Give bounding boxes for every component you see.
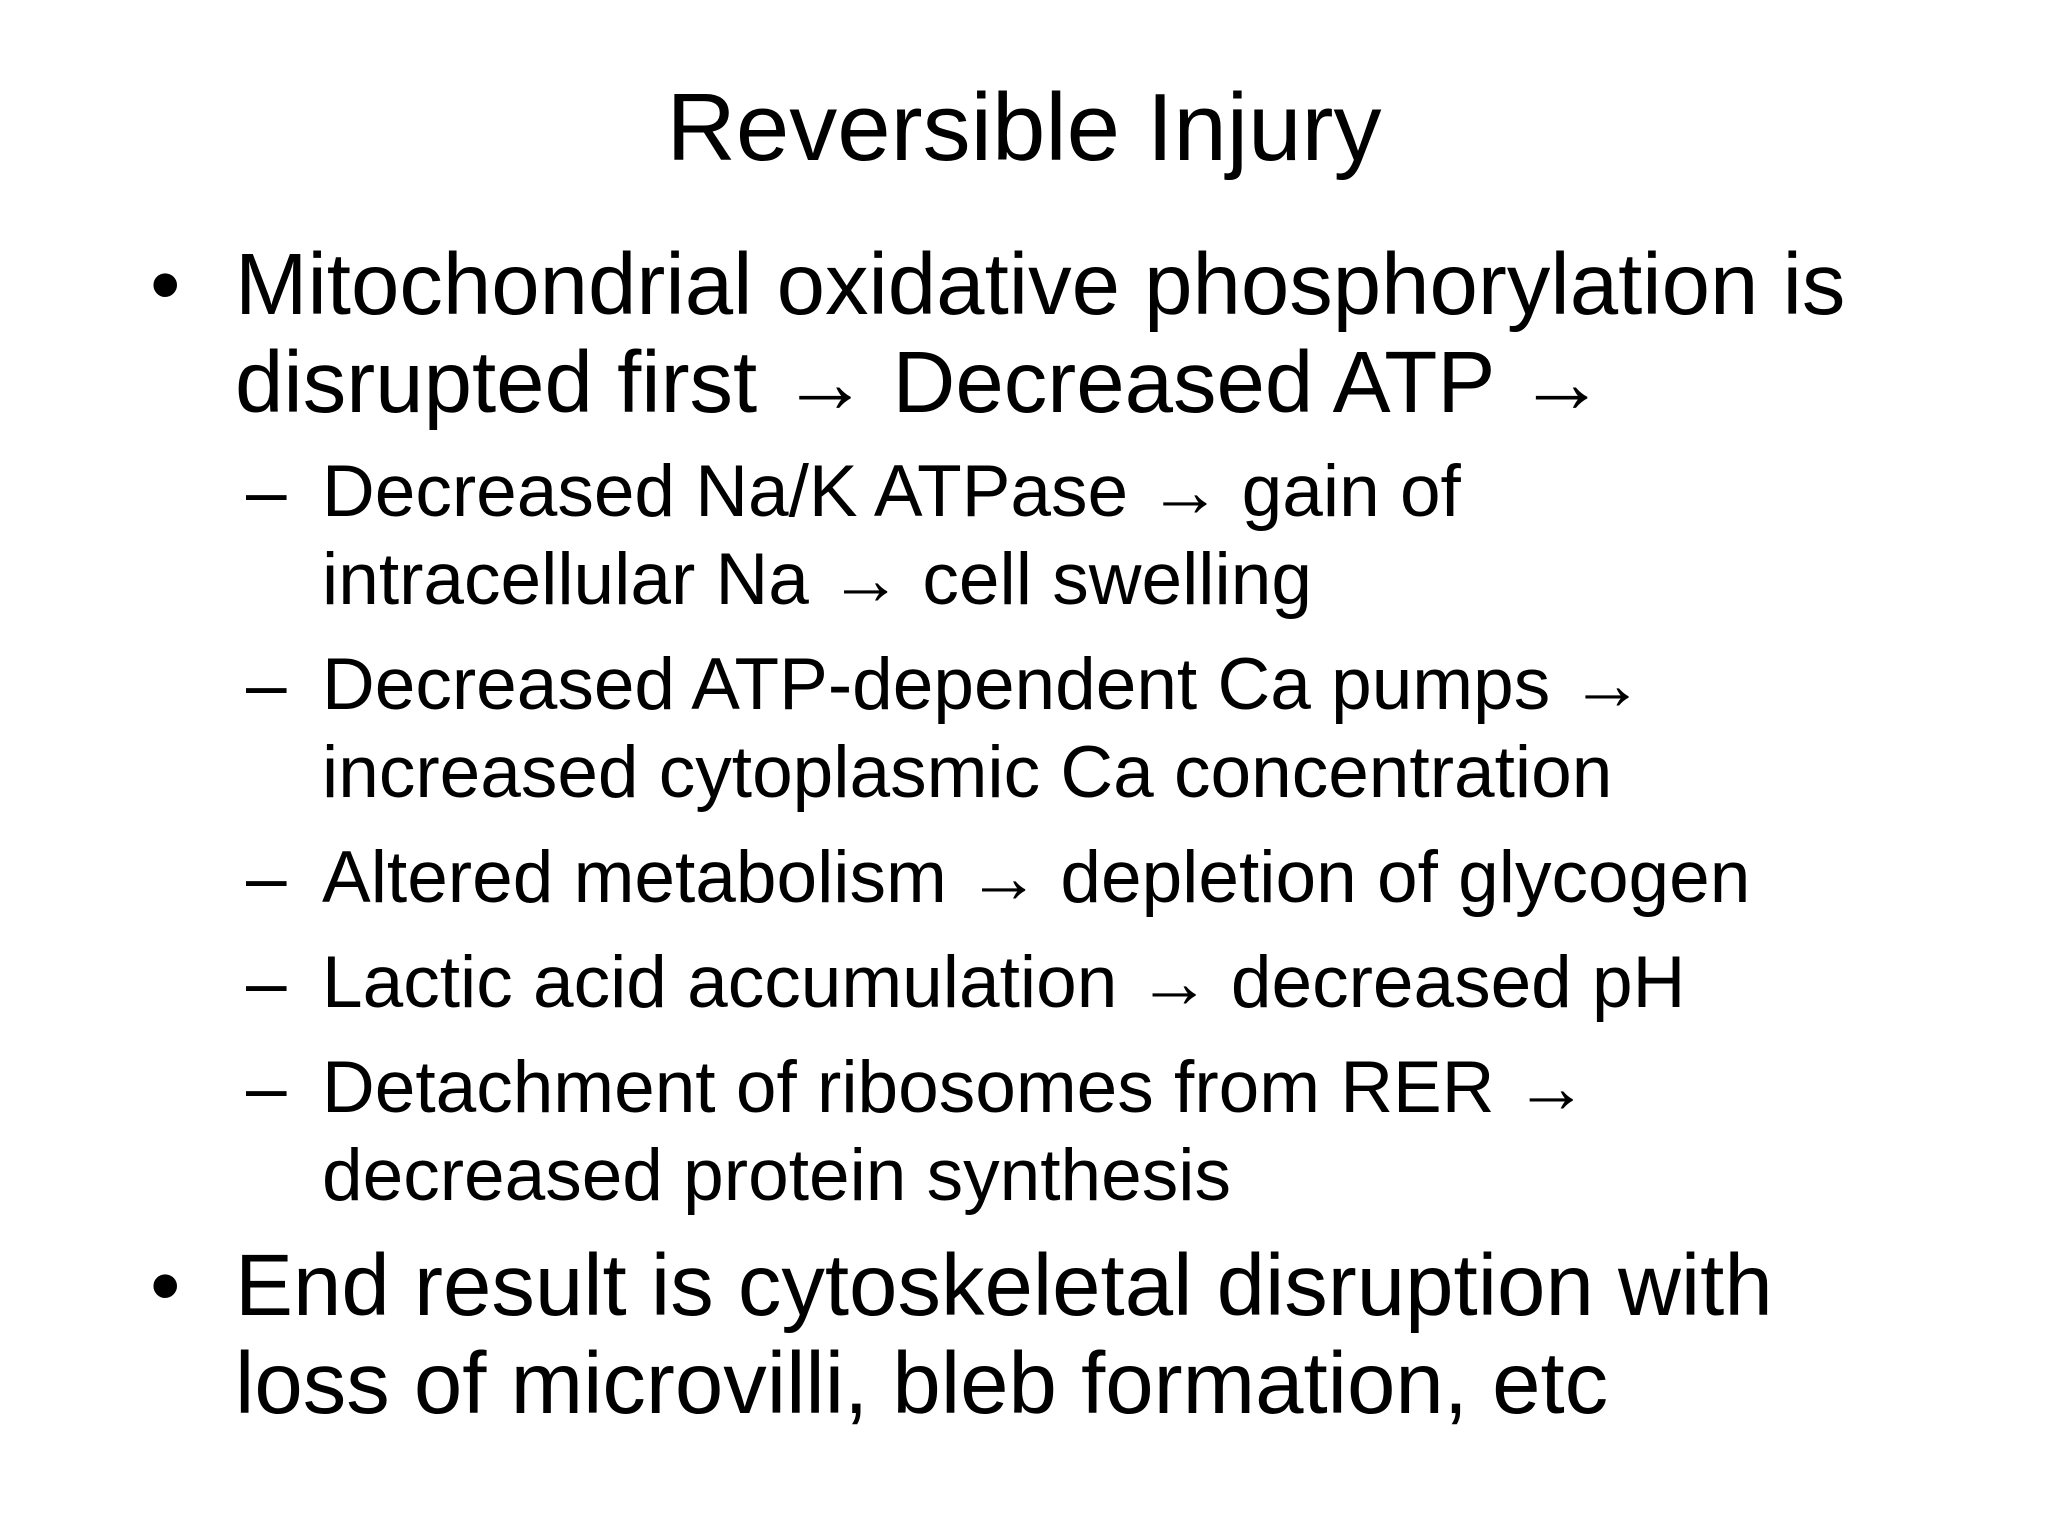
sub-bullet-line: intracellular Na → cell swelling bbox=[322, 539, 1312, 620]
dash-marker: – bbox=[246, 644, 287, 725]
bullet-line: loss of microvilli, bleb formation, etc bbox=[235, 1335, 1609, 1432]
bullet-line: End result is cytoskeletal disruption with bbox=[235, 1237, 1773, 1334]
sub-bullet-item bbox=[246, 448, 2010, 624]
sub-bullet-line: Altered metabolism → depletion of glycogen bbox=[322, 837, 1751, 918]
sub-bullet-line: increased cytoplasmic Ca concentration bbox=[322, 732, 1613, 813]
sub-bullet-line: Decreased Na/K ATPase → gain of bbox=[322, 451, 1461, 532]
sub-bullet-item bbox=[246, 939, 2010, 1027]
slide-body bbox=[150, 236, 2010, 1433]
dash-marker: – bbox=[246, 837, 287, 918]
bullet-item bbox=[150, 236, 2010, 432]
bullet-marker: • bbox=[150, 236, 181, 333]
bullet-marker: • bbox=[150, 1237, 181, 1334]
sub-bullet-item bbox=[246, 834, 2010, 922]
sub-bullet-line: decreased protein synthesis bbox=[322, 1135, 1231, 1216]
dash-marker: – bbox=[246, 451, 287, 532]
sub-bullet-line: Decreased ATP-dependent Ca pumps → bbox=[322, 644, 1644, 725]
dash-marker: – bbox=[246, 942, 287, 1023]
dash-marker: – bbox=[246, 1047, 287, 1128]
slide-title: Reversible Injury bbox=[666, 74, 1382, 181]
bullet-line: disrupted first → Decreased ATP → bbox=[235, 334, 1605, 431]
sub-bullet-item bbox=[246, 641, 2010, 817]
bullet-item bbox=[150, 1237, 2010, 1433]
sub-bullet-line: Detachment of ribosomes from RER → bbox=[322, 1047, 1588, 1128]
bullet-line: Mitochondrial oxidative phosphorylation is bbox=[235, 236, 1846, 333]
sub-bullet-list bbox=[246, 448, 2010, 1220]
sub-bullet-line: Lactic acid accumulation → decreased pH bbox=[322, 942, 1686, 1023]
sub-bullet-item bbox=[246, 1044, 2010, 1220]
